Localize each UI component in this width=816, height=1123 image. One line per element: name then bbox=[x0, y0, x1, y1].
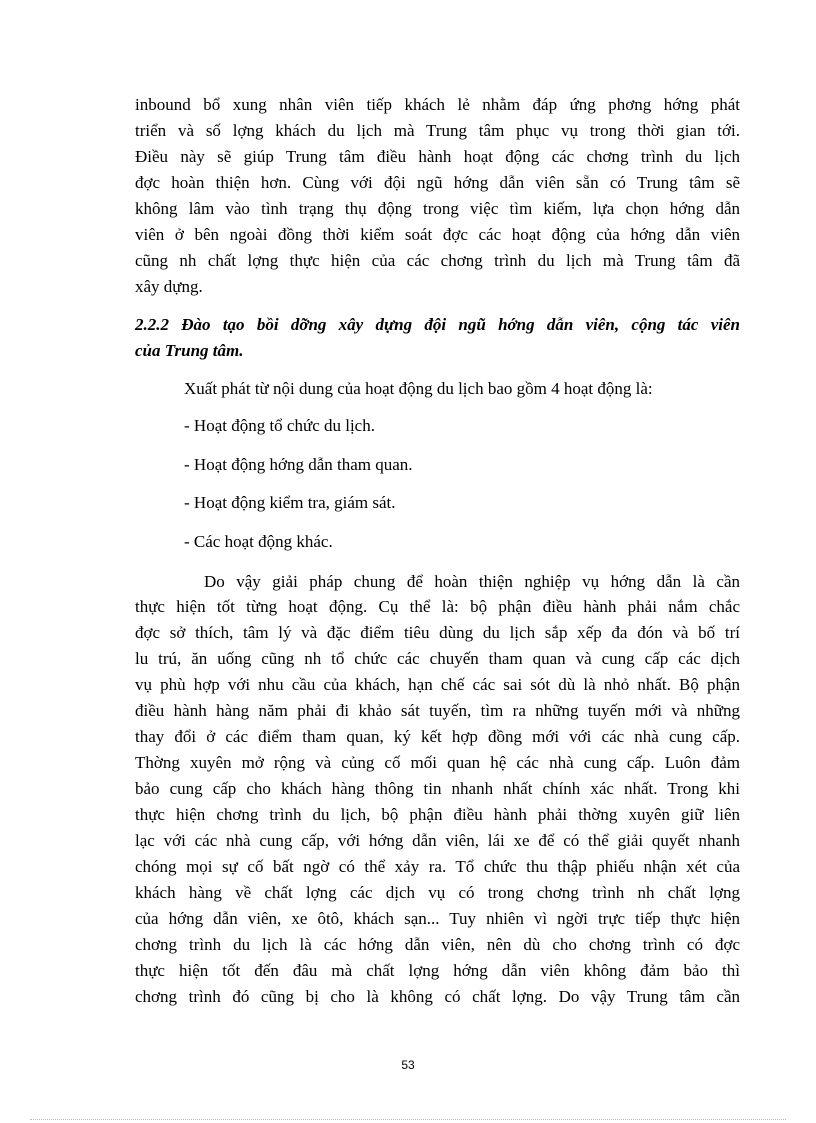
paragraph-line: chóng mọi sự cố bất ngờ có thể xảy ra. Tổ chức thu thập phiếu nhận xét của bbox=[135, 857, 740, 876]
paragraph-line: bảo cung cấp cho khách hàng thông tin nhanh nhất chính xác nhất. Trong khi bbox=[135, 779, 740, 798]
list-item: - Hoạt động hớng dẫn tham quan. bbox=[184, 455, 413, 474]
list-item: - Hoạt động tổ chức du lịch. bbox=[184, 416, 375, 435]
paragraph-line: thực hiện tốt đến đâu mà chất lợng hớng dẫn viên không đảm bảo thì bbox=[135, 961, 740, 980]
footer-divider bbox=[30, 1119, 786, 1120]
paragraph-line: triển và số lợng khách du lịch mà Trung tâm phục vụ trong thời gian tới. bbox=[135, 121, 740, 140]
paragraph-line: xây dựng. bbox=[135, 277, 203, 296]
intro-text: Xuất phát từ nội dung của hoạt động du lịch bao gồm 4 hoạt động là: bbox=[184, 379, 653, 398]
paragraph-line: khách hàng về chất lợng các dịch vụ có trong chơng trình nh chất lợng bbox=[135, 883, 740, 902]
paragraph-line: không lâm vào tình trạng thụ động trong việc tìm kiếm, lựa chọn hớng dẫn bbox=[135, 199, 740, 218]
paragraph-line: đợc sở thích, tâm lý và đặc điểm tiêu dùng du lịch sắp xếp đa đón và bố trí bbox=[135, 623, 740, 642]
paragraph-line: thay đổi ở các điểm tham quan, ký kết hợp đồng mới với các nhà cung cấp. bbox=[135, 727, 740, 746]
paragraph-line: điều hành hàng năm phải đi khảo sát tuyến, tìm ra những tuyến mới và những bbox=[135, 701, 740, 720]
paragraph-line: chơng trình đó cũng bị cho là không có chất lợng. Do vậy Trung tâm cần bbox=[135, 987, 740, 1006]
paragraph-line: Thờng xuyên mở rộng và củng cố mối quan hệ các nhà cung cấp. Luôn đảm bbox=[135, 753, 740, 772]
paragraph-line: Do vậy giải pháp chung để hoàn thiện nghiệp vụ hớng dẫn là cần bbox=[204, 572, 740, 591]
paragraph-line: viên ở bên ngoài đồng thời kiểm soát đợc các hoạt động của hớng dẫn viên bbox=[135, 225, 740, 244]
paragraph-line: đợc hoàn thiện hơn. Cùng với đội ngũ hớng dẫn viên sẵn có Trung tâm sẽ bbox=[135, 173, 740, 192]
list-item: - Hoạt động kiểm tra, giám sát. bbox=[184, 493, 396, 512]
paragraph-line: thực hiện tốt từng hoạt động. Cụ thể là: bộ phận điều hành phải nắm chắc bbox=[135, 597, 740, 616]
section-heading: 2.2.2 Đào tạo bồi dỡng xây dựng đội ngũ hớng dẫn viên, cộng tác viên bbox=[135, 315, 740, 334]
paragraph-line: cũng nh chất lợng thực hiện của các chơng trình du lịch mà Trung tâm đã bbox=[135, 251, 740, 270]
section-heading: của Trung tâm. bbox=[135, 341, 244, 360]
paragraph-line: inbound bổ xung nhân viên tiếp khách lẻ nhằm đáp ứng phơng hớng phát bbox=[135, 95, 740, 114]
paragraph-line: lu trú, ăn uống cũng nh tổ chức các chuyến tham quan và cung cấp các dịch bbox=[135, 649, 740, 668]
paragraph-line: của hớng dẫn viên, xe ôtô, khách sạn... Tuy nhiên vì ngời trực tiếp thực hiện bbox=[135, 909, 740, 928]
paragraph-line: chơng trình du lịch là các hớng dẫn viên, nên dù cho chơng trình có đợc bbox=[135, 935, 740, 954]
list-item: - Các hoạt động khác. bbox=[184, 532, 333, 551]
paragraph-line: Điều này sẽ giúp Trung tâm điều hành hoạt động các chơng trình du lịch bbox=[135, 147, 740, 166]
paragraph-line: lạc với các nhà cung cấp, với hớng dẫn viên, lái xe để có thể giải quyết nhanh bbox=[135, 831, 740, 850]
page-number: 53 bbox=[401, 1058, 415, 1072]
paragraph-line: vụ phù hợp với nhu cầu của khách, hạn chế các sai sót dù là nhỏ nhất. Bộ phận bbox=[135, 675, 740, 694]
paragraph-line: thực hiện chơng trình du lịch, bộ phận điều hành phải thờng xuyên giữ liên bbox=[135, 805, 740, 824]
